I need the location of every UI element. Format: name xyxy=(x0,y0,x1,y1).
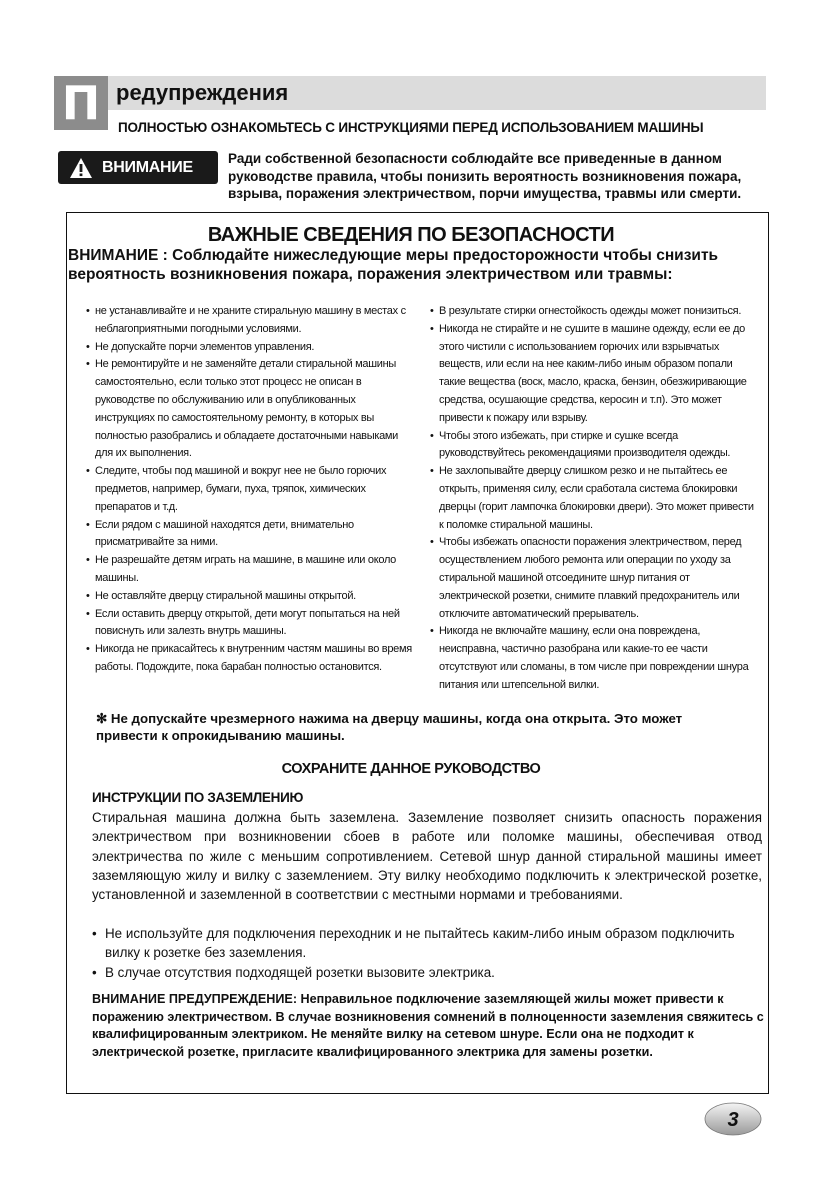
page-number-badge xyxy=(704,1102,762,1136)
list-item: • Если рядом с машиной находятся дети, внимательно присматривайте за ними. xyxy=(86,518,354,549)
save-manual-heading: СОХРАНИТЕ ДАННОЕ РУКОВОДСТВО xyxy=(281,761,541,777)
list-item: • Не ремонтируйте и не заменяйте детали стиральной машины самостоятельно, если только этот процесс не описан в руководстве по обслуживанию или в опубликованных инструкциях по самостоятельному ремонту, в которых вы полностью разобрались и обладаете достаточными навыками для их выполнения. xyxy=(86,358,399,460)
list-item: • не устанавливайте и не храните стиральную машину в местах с неблагоприятными погодными условиями. xyxy=(86,305,406,335)
safety-list-left xyxy=(86,303,416,677)
list-item: • Никогда не включайте машину, если она повреждена, неисправна, частично разобрана или какие-то ее части отсутствуют или сломаны, в том числе при повреждении шнура питания или штепсельной вилки. xyxy=(430,625,749,691)
list-item: • Не используйте для подключения переходник и не пытайтесь каким-либо иным образом подключить вилку к розетке без заземления. xyxy=(92,926,735,961)
page-number: 3 xyxy=(727,1109,739,1131)
grounding-warning: ВНИМАНИЕ ПРЕДУПРЕЖДЕНИЕ: Неправильное подключение заземляющей жилы может привести к поражению электричеством. В случае возникновения сомнений в полноценности заземления свяжитесь с квалифицированным электриком. Не меняйте вилку на сетевом шнуре. Если она не подходит к электрической розетке, пригласите квалифицированного электрика для замены розетки. xyxy=(92,992,764,1059)
door-pressure-note xyxy=(96,710,746,744)
list-item: • Если оставить дверцу открытой, дети могут попытаться на ней повиснуть или залезть внутрь машины. xyxy=(86,607,400,638)
page-title: редупреждения xyxy=(116,80,289,105)
list-item: • В случае отсутствия подходящей розетки вызовите электрика. xyxy=(92,964,495,980)
list-item: • Никогда не прикасайтесь к внутренним частям машины во время работы. Подождите, пока барабан полностью остановится. xyxy=(86,643,412,673)
warning-triangle-icon xyxy=(68,156,94,180)
safety-list-right xyxy=(430,303,760,695)
list-item: • Чтобы этого избежать, при стирке и сушке всегда руководствуйтесь рекомендациями производителя одежды. xyxy=(430,429,731,460)
header-initial-letter: П xyxy=(54,76,108,130)
warning-badge xyxy=(58,151,218,184)
warning-text: Ради собственной безопасности соблюдайте все приведенные в данном руководстве правила, чтобы понизить вероятность возникновения пожара, взрыва, поражения электричеством, порчи имущества, травмы или смерти. xyxy=(228,151,742,201)
safety-intro: ВНИМАНИЕ : Соблюдайте нижеследующие меры предосторожности чтобы снизить вероятность возникновения пожара, поражения электричеством или травмы: xyxy=(68,247,719,283)
grounding-text: Стиральная машина должна быть заземлена. Заземление позволяет снизить опасность поражения электричеством при возникновении сбоев в работе или поломке машины, обеспечивая отвод электричества по жиле с меньшим сопротивлением. Сетевой шнур данной стиральной машины имеет заземляющую жилу и вилку с заземлением. Эту вилку необходимо подключить к электрической розетке, установленной и заземленной в соответствии с местными нормами и требованиями. xyxy=(92,810,762,903)
note-text: Не допускайте чрезмерного нажима на дверцу машины, когда она открыта. Это может привести к опрокидыванию машины. xyxy=(96,711,683,743)
list-item: • Не захлопывайте дверцу слишком резко и не пытайтесь ее открыть, применяя силу, если сработала система блокировки дверцы (горит лампочка блокировки двери). Это может привести к поломке стиральной машины. xyxy=(430,465,754,531)
list-item: • Следите, чтобы под машиной и вокруг нее не было горючих предметов, например, бумаги, пуха, тряпок, химических препаратов и т.д. xyxy=(86,465,387,513)
list-item: • Не допускайте порчи элементов управления. xyxy=(86,340,315,353)
list-item: • Не разрешайте детям играть на машине, в машине или около машины. xyxy=(86,554,396,584)
grounding-list xyxy=(92,924,762,982)
grounding-title: ИНСТРУКЦИИ ПО ЗАЗЕМЛЕНИЮ xyxy=(92,790,304,805)
asterisk-icon: ✻ xyxy=(96,711,108,726)
safety-title: ВАЖНЫЕ СВЕДЕНИЯ ПО БЕЗОПАСНОСТИ xyxy=(207,224,615,246)
warning-label: ВНИМАНИЕ xyxy=(102,158,193,176)
list-item: • Не оставляйте дверцу стиральной машины открытой. xyxy=(86,589,356,602)
list-item: • В результате стирки огнестойкость одежды может понизиться. xyxy=(430,305,742,317)
list-item: • Никогда не стирайте и не сушите в машине одежду, если ее до этого чистили с использованием горючих или взрывчатых веществ, или если на нее каким-либо иным образом попали такие вещества (воск, масло, краска, бензин, обезжиривающие средства, осушающие средства, керосин и т.п). Это может привести к пожару или взрыву. xyxy=(430,322,747,424)
list-item: • Чтобы избежать опасности поражения электричеством, перед осуществлением любого ремонта или операции по уходу за стиральной машиной отсоедините шнур питания от электрической розетки, снимите плавкий предохранитель или отключите автоматический прерыватель. xyxy=(430,536,742,620)
page-subtitle: ПОЛНОСТЬЮ ОЗНАКОМЬТЕСЬ С ИНСТРУКЦИЯМИ ПЕРЕД ИСПОЛЬЗОВАНИЕМ МАШИНЫ xyxy=(118,120,704,135)
